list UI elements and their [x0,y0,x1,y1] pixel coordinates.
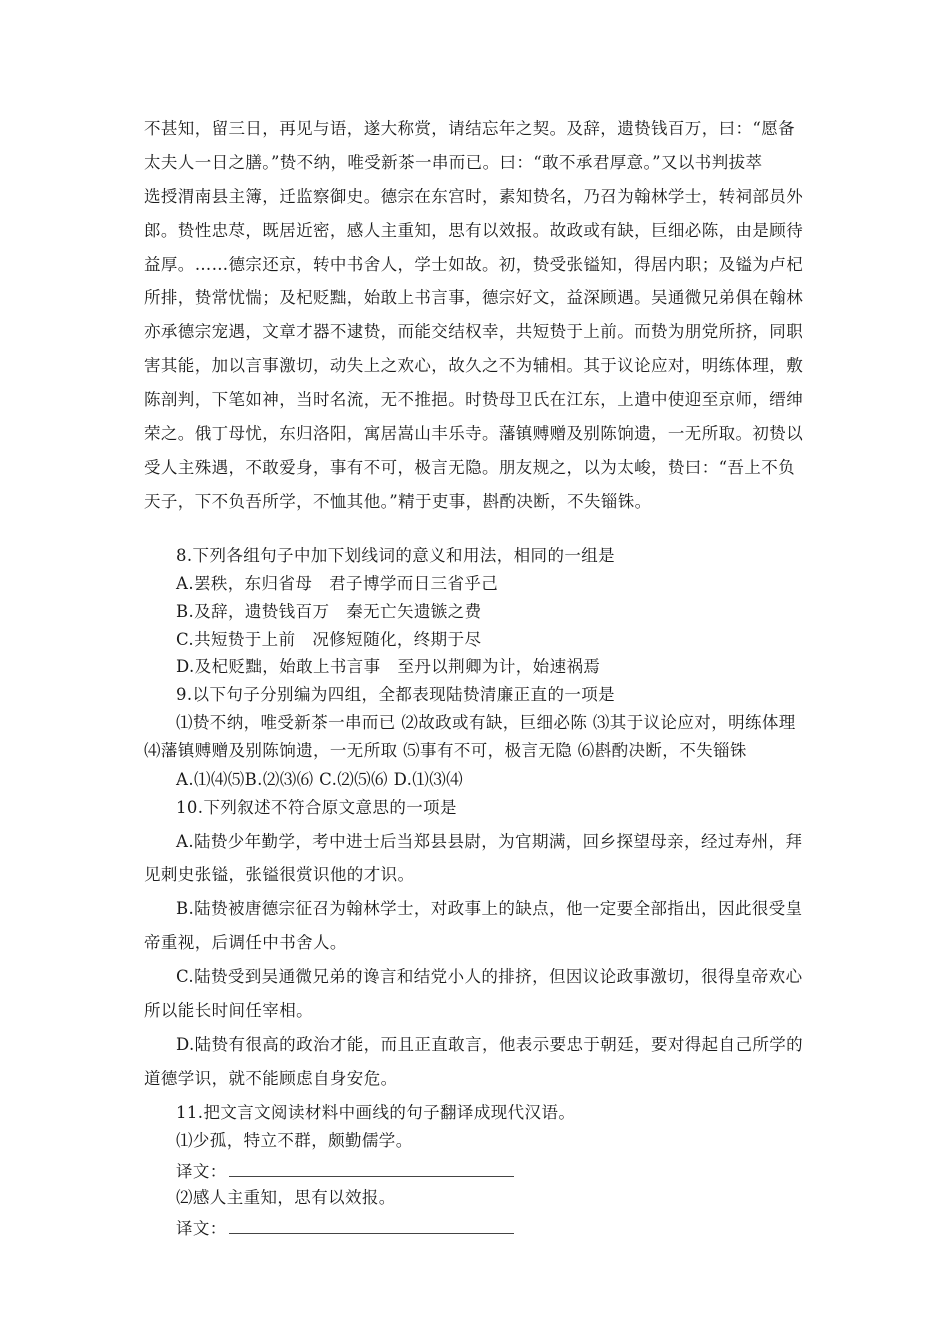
question-8-option-b: B.及辞，遗贽钱百万 秦无亡矢遗镞之费 [176,602,482,621]
passage-line: 益厚。……德宗还京，转中书舍人，学士如故。初，贽受张镒知，得居内职；及镒为卢杞 [144,255,804,274]
question-10-option-b: B.陆贽被唐德宗征召为翰林学士，对政事上的缺点，他一定要全部指出，因此很受皇 [176,899,803,918]
question-9-items-2: ⑷藩镇赙赠及别陈饷遗，一无所取 ⑸事有不可，极言无隐 ⑹斟酌决断，不失锱铢 [144,741,747,760]
passage-line: 郎。贽性忠荩，既居近密，感人主重知，思有以效报。故政或有缺，巨细必陈，由是顾待 [144,221,804,240]
question-10-option-c-cont: 所以能长时间任宰相。 [144,1001,313,1020]
question-11-answer-2 [176,1219,514,1238]
question-8-option-d: D.及杞贬黜，始敢上书言事 至丹以荆卿为计，始速祸焉 [176,657,601,676]
question-10-option-b-cont: 帝重视，后调任中书舍人。 [144,933,347,952]
passage-line: 所排，贽常忧惴；及杞贬黜，始敢上书言事，德宗好文，益深顾遇。吴通微兄弟俱在翰林 [144,288,804,307]
question-9-items-1: ⑴贽不纳，唯受新茶一串而已 ⑵故政或有缺，巨细必陈 ⑶其于议论应对，明练体理 [176,713,796,732]
question-10-option-c: C.陆贽受到吴通微兄弟的谗言和结党小人的排挤，但因议论政事激切，很得皇帝欢心 [176,967,803,986]
question-10-option-d: D.陆贽有很高的政治才能，而且正直敢言，他表示要忠于朝廷，要对得起自己所学的 [176,1035,804,1054]
question-11-stem: 11.把文言文阅读材料中画线的句子翻译成现代汉语。 [176,1103,576,1122]
passage-line: 选授渭南县主簿，迁监察御史。德宗在东宫时，素知贽名，乃召为翰林学士，转祠部员外 [144,187,804,206]
question-10-option-a: A.陆贽少年勤学，考中进士后当郑县县尉，为官期满，回乡探望母亲，经过寿州，拜 [176,832,803,851]
passage-line: 受人主殊遇，不敢爱身，事有不可，极言无隐。朋友规之，以为太峻，贽曰：“吾上不负 [144,458,796,477]
question-11-answer-1 [176,1162,514,1181]
question-9-options: A.⑴⑷⑸B.⑵⑶⑹ C.⑵⑸⑹ D.⑴⑶⑷ [176,770,463,789]
passage-line: 不甚知，留三日，再见与语，遂大称赏，请结忘年之契。及辞，遗贽钱百万，曰：“愿备 [144,119,796,138]
passage-line: 害其能，加以言事激切，动失上之欢心，故久之不为辅相。其于议论应对，明练体理，敷 [144,356,804,375]
question-11-sentence-1: ⑴少孤，特立不群，颇勤儒学。 [176,1131,413,1150]
question-8-option-a: A.罢秩，东归省母 君子博学而日三省乎己 [176,574,499,593]
question-8-stem: 8.下列各组句子中加下划线词的意义和用法，相同的一组是 [176,546,616,565]
answer-blank-2[interactable] [229,1219,514,1234]
passage-line: 天子，下不负吾所学，不恤其他。”精于吏事，斟酌决断，不失锱铢。 [144,492,652,511]
translation-label: 译文： [176,1162,227,1181]
passage-line: 陈剖判，下笔如神，当时名流，无不推挹。时贽母卫氏在江东，上遣中使迎至京师，缙绅 [144,390,804,409]
question-10-option-a-cont: 见刺史张镒，张镒很赏识他的才识。 [144,865,415,884]
question-8-option-c: C.共短贽于上前 况修短随化，终期于尽 [176,630,482,649]
question-11-sentence-2: ⑵感人主重知，思有以效报。 [176,1188,396,1207]
question-10-stem: 10.下列叙述不符合原文意思的一项是 [176,798,457,817]
answer-blank-1[interactable] [229,1162,514,1177]
question-10-option-d-cont: 道德学识，就不能顾虑自身安危。 [144,1069,398,1088]
passage-line: 亦承德宗宠遇，文章才器不逮贽，而能交结权幸，共短贽于上前。而贽为朋党所挤，同职 [144,322,804,341]
translation-label: 译文： [176,1219,227,1238]
passage-line: 荣之。俄丁母忧，东归洛阳，寓居嵩山丰乐寺。藩镇赙赠及别陈饷遗，一无所取。初贽以 [144,424,804,443]
question-9-stem: 9.以下句子分别编为四组，全都表现陆贽清廉正直的一项是 [176,685,616,704]
passage-line: 太夫人一日之膳。”贽不纳，唯受新茶一串而已。曰：“敢不承君厚意。”又以书判拔萃 [144,153,763,172]
